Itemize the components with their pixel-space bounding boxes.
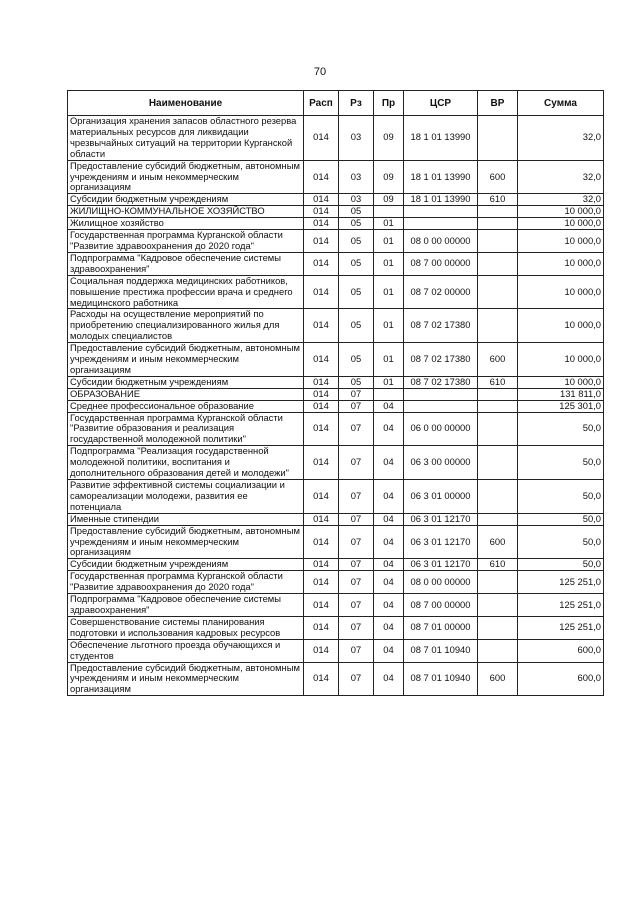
- cell-name: Субсидии бюджетным учреждениям: [68, 376, 304, 388]
- cell-csr: [404, 400, 478, 412]
- table-row: [68, 446, 604, 480]
- cell-pr: 04: [374, 662, 404, 696]
- header-vr: ВР: [478, 91, 518, 116]
- cell-vr: [478, 206, 518, 218]
- cell-sum: 50,0: [518, 412, 604, 446]
- table-row: [68, 662, 604, 696]
- cell-rasp: 014: [304, 571, 339, 594]
- table-row: [68, 388, 604, 400]
- cell-vr: 610: [478, 376, 518, 388]
- cell-rz: 03: [339, 116, 374, 161]
- cell-vr: [478, 388, 518, 400]
- cell-sum: 50,0: [518, 525, 604, 559]
- cell-name: Государственная программа Курганской области "Развитие образования и реализация государственной молодежной политики": [68, 412, 304, 446]
- cell-csr: 18 1 01 13990: [404, 116, 478, 161]
- cell-name: Совершенствование системы планирования подготовки и использования кадровых ресурсов: [68, 616, 304, 639]
- cell-rz: 05: [339, 218, 374, 230]
- cell-csr: 08 7 00 00000: [404, 594, 478, 617]
- cell-csr: 08 7 02 17380: [404, 309, 478, 343]
- table-row: [68, 218, 604, 230]
- cell-rasp: 014: [304, 275, 339, 309]
- cell-vr: 600: [478, 160, 518, 194]
- cell-rz: 07: [339, 412, 374, 446]
- cell-name: Обеспечение льготного проезда обучающихся и студентов: [68, 639, 304, 662]
- cell-sum: 125 251,0: [518, 571, 604, 594]
- cell-pr: 04: [374, 571, 404, 594]
- cell-rz: 05: [339, 376, 374, 388]
- header-rz: Рз: [339, 91, 374, 116]
- cell-pr: 04: [374, 446, 404, 480]
- cell-sum: 32,0: [518, 116, 604, 161]
- cell-pr: 09: [374, 116, 404, 161]
- cell-name: Предоставление субсидий бюджетным, автономным учреждениям и иным некоммерческим организациям: [68, 525, 304, 559]
- table-row: [68, 160, 604, 194]
- cell-rz: 07: [339, 639, 374, 662]
- table-row: [68, 616, 604, 639]
- cell-csr: [404, 388, 478, 400]
- cell-pr: 04: [374, 412, 404, 446]
- table-row: [68, 400, 604, 412]
- cell-pr: 04: [374, 400, 404, 412]
- table-row: [68, 194, 604, 206]
- table-row: [68, 559, 604, 571]
- cell-rasp: 014: [304, 160, 339, 194]
- cell-name: Социальная поддержка медицинских работников, повышение престижа профессии врача и среднего медицинского работника: [68, 275, 304, 309]
- cell-sum: 10 000,0: [518, 218, 604, 230]
- cell-sum: 10 000,0: [518, 230, 604, 253]
- cell-csr: 06 3 01 12170: [404, 525, 478, 559]
- cell-csr: 08 0 00 00000: [404, 230, 478, 253]
- cell-name: Расходы на осуществление мероприятий по приобретению специализированного жилья для молодых специалистов: [68, 309, 304, 343]
- cell-sum: 10 000,0: [518, 252, 604, 275]
- cell-pr: 01: [374, 275, 404, 309]
- cell-rz: 05: [339, 343, 374, 377]
- cell-sum: 32,0: [518, 194, 604, 206]
- cell-rz: 07: [339, 662, 374, 696]
- table-row: [68, 116, 604, 161]
- cell-pr: 04: [374, 559, 404, 571]
- cell-name: Развитие эффективной системы социализации и самореализации молодежи, развития ее потенциала: [68, 480, 304, 514]
- cell-sum: 125 301,0: [518, 400, 604, 412]
- cell-rz: 07: [339, 388, 374, 400]
- cell-vr: [478, 480, 518, 514]
- cell-vr: [478, 230, 518, 253]
- cell-csr: 08 7 02 17380: [404, 376, 478, 388]
- cell-name: Предоставление субсидий бюджетным, автономным учреждениям и иным некоммерческим организациям: [68, 343, 304, 377]
- cell-sum: 10 000,0: [518, 309, 604, 343]
- table-row: [68, 513, 604, 525]
- cell-name: Подпрограмма "Кадровое обеспечение системы здравоохранения": [68, 594, 304, 617]
- cell-name: Организация хранения запасов областного резерва материальных ресурсов для ликвидации чрезвычайных ситуаций на территории Курганской области: [68, 116, 304, 161]
- cell-pr: 04: [374, 480, 404, 514]
- cell-rasp: 014: [304, 446, 339, 480]
- cell-vr: [478, 309, 518, 343]
- cell-pr: 04: [374, 594, 404, 617]
- cell-sum: 50,0: [518, 480, 604, 514]
- cell-csr: 08 7 02 00000: [404, 275, 478, 309]
- cell-name: Жилищное хозяйство: [68, 218, 304, 230]
- table-row: [68, 480, 604, 514]
- cell-csr: 06 3 01 12170: [404, 559, 478, 571]
- cell-vr: [478, 571, 518, 594]
- cell-vr: [478, 639, 518, 662]
- cell-vr: [478, 275, 518, 309]
- cell-sum: 10 000,0: [518, 343, 604, 377]
- cell-csr: [404, 206, 478, 218]
- cell-sum: 32,0: [518, 160, 604, 194]
- cell-rasp: 014: [304, 594, 339, 617]
- cell-rz: 07: [339, 571, 374, 594]
- cell-name: ОБРАЗОВАНИЕ: [68, 388, 304, 400]
- table-row: [68, 376, 604, 388]
- cell-rasp: 014: [304, 662, 339, 696]
- cell-pr: 09: [374, 160, 404, 194]
- cell-vr: [478, 594, 518, 617]
- cell-sum: 125 251,0: [518, 616, 604, 639]
- table-row: [68, 594, 604, 617]
- cell-csr: 06 3 00 00000: [404, 446, 478, 480]
- cell-rz: 07: [339, 513, 374, 525]
- cell-rasp: 014: [304, 230, 339, 253]
- cell-pr: 04: [374, 616, 404, 639]
- cell-vr: [478, 116, 518, 161]
- cell-vr: 600: [478, 525, 518, 559]
- cell-rz: 07: [339, 594, 374, 617]
- cell-csr: 18 1 01 13990: [404, 160, 478, 194]
- cell-csr: 08 7 02 17380: [404, 343, 478, 377]
- cell-name: Субсидии бюджетным учреждениям: [68, 559, 304, 571]
- cell-name: Именные стипендии: [68, 513, 304, 525]
- cell-rasp: 014: [304, 376, 339, 388]
- cell-rasp: 014: [304, 400, 339, 412]
- header-sum: Сумма: [518, 91, 604, 116]
- cell-rz: 05: [339, 252, 374, 275]
- cell-sum: 125 251,0: [518, 594, 604, 617]
- cell-pr: [374, 388, 404, 400]
- cell-pr: 04: [374, 639, 404, 662]
- cell-name: Субсидии бюджетным учреждениям: [68, 194, 304, 206]
- cell-name: Предоставление субсидий бюджетным, автономным учреждениям и иным некоммерческим организациям: [68, 160, 304, 194]
- table-row: [68, 412, 604, 446]
- cell-rz: 03: [339, 194, 374, 206]
- header-rasp: Расп: [304, 91, 339, 116]
- cell-csr: 08 7 01 10940: [404, 639, 478, 662]
- cell-vr: [478, 513, 518, 525]
- cell-rz: 07: [339, 400, 374, 412]
- table-header-row: [68, 91, 604, 116]
- cell-rasp: 014: [304, 343, 339, 377]
- cell-pr: 01: [374, 343, 404, 377]
- table-row: [68, 343, 604, 377]
- cell-rz: 07: [339, 446, 374, 480]
- cell-pr: 09: [374, 194, 404, 206]
- cell-rz: 03: [339, 160, 374, 194]
- cell-rz: 05: [339, 230, 374, 253]
- table-row: [68, 275, 604, 309]
- page-number: 70: [313, 66, 327, 78]
- table-row: [68, 252, 604, 275]
- cell-rz: 07: [339, 525, 374, 559]
- cell-rasp: 014: [304, 616, 339, 639]
- header-csr: ЦСР: [404, 91, 478, 116]
- cell-vr: 610: [478, 559, 518, 571]
- table-row: [68, 639, 604, 662]
- cell-pr: 01: [374, 376, 404, 388]
- cell-csr: 06 3 01 12170: [404, 513, 478, 525]
- cell-rz: 07: [339, 480, 374, 514]
- cell-rasp: 014: [304, 388, 339, 400]
- cell-sum: 131 811,0: [518, 388, 604, 400]
- header-name: Наименование: [68, 91, 304, 116]
- cell-csr: 08 0 00 00000: [404, 571, 478, 594]
- cell-rasp: 014: [304, 513, 339, 525]
- cell-name: Среднее профессиональное образование: [68, 400, 304, 412]
- cell-name: Предоставление субсидий бюджетным, автономным учреждениям и иным некоммерческим организациям: [68, 662, 304, 696]
- cell-vr: [478, 218, 518, 230]
- cell-vr: 600: [478, 662, 518, 696]
- cell-pr: 01: [374, 252, 404, 275]
- cell-pr: 04: [374, 525, 404, 559]
- cell-rasp: 014: [304, 218, 339, 230]
- cell-sum: 10 000,0: [518, 275, 604, 309]
- cell-sum: 10 000,0: [518, 206, 604, 218]
- cell-pr: 01: [374, 218, 404, 230]
- cell-rasp: 014: [304, 309, 339, 343]
- cell-sum: 10 000,0: [518, 376, 604, 388]
- cell-sum: 50,0: [518, 446, 604, 480]
- cell-rasp: 014: [304, 525, 339, 559]
- cell-sum: 50,0: [518, 559, 604, 571]
- cell-rasp: 014: [304, 559, 339, 571]
- cell-pr: [374, 206, 404, 218]
- cell-sum: 600,0: [518, 662, 604, 696]
- cell-vr: [478, 400, 518, 412]
- cell-name: Государственная программа Курганской области "Развитие здравоохранения до 2020 года": [68, 571, 304, 594]
- cell-sum: 50,0: [518, 513, 604, 525]
- table-row: [68, 571, 604, 594]
- cell-rasp: 014: [304, 480, 339, 514]
- cell-csr: 18 1 01 13990: [404, 194, 478, 206]
- table-row: [68, 309, 604, 343]
- cell-csr: 06 3 01 00000: [404, 480, 478, 514]
- cell-pr: 01: [374, 230, 404, 253]
- cell-rz: 07: [339, 616, 374, 639]
- cell-vr: [478, 616, 518, 639]
- cell-name: Подпрограмма "Кадровое обеспечение системы здравоохранения": [68, 252, 304, 275]
- cell-rz: 05: [339, 275, 374, 309]
- cell-rz: 07: [339, 559, 374, 571]
- cell-rasp: 014: [304, 194, 339, 206]
- cell-vr: [478, 412, 518, 446]
- cell-vr: 610: [478, 194, 518, 206]
- cell-name: Подпрограмма "Реализация государственной молодежной политики, воспитания и дополнительного образования детей и молодежи": [68, 446, 304, 480]
- cell-csr: 08 7 01 10940: [404, 662, 478, 696]
- cell-rz: 05: [339, 206, 374, 218]
- cell-csr: 08 7 00 00000: [404, 252, 478, 275]
- table-row: [68, 230, 604, 253]
- cell-name: Государственная программа Курганской области "Развитие здравоохранения до 2020 года": [68, 230, 304, 253]
- cell-vr: [478, 446, 518, 480]
- header-pr: Пр: [374, 91, 404, 116]
- budget-table: [67, 90, 604, 696]
- cell-csr: [404, 218, 478, 230]
- table-row: [68, 206, 604, 218]
- cell-csr: 08 7 01 00000: [404, 616, 478, 639]
- cell-pr: 01: [374, 309, 404, 343]
- cell-rasp: 014: [304, 412, 339, 446]
- cell-rasp: 014: [304, 639, 339, 662]
- cell-rasp: 014: [304, 252, 339, 275]
- cell-pr: 04: [374, 513, 404, 525]
- table-row: [68, 525, 604, 559]
- cell-csr: 06 0 00 00000: [404, 412, 478, 446]
- cell-rz: 05: [339, 309, 374, 343]
- cell-rasp: 014: [304, 116, 339, 161]
- cell-sum: 600,0: [518, 639, 604, 662]
- cell-vr: 600: [478, 343, 518, 377]
- cell-vr: [478, 252, 518, 275]
- cell-rasp: 014: [304, 206, 339, 218]
- cell-name: ЖИЛИЩНО-КОММУНАЛЬНОЕ ХОЗЯЙСТВО: [68, 206, 304, 218]
